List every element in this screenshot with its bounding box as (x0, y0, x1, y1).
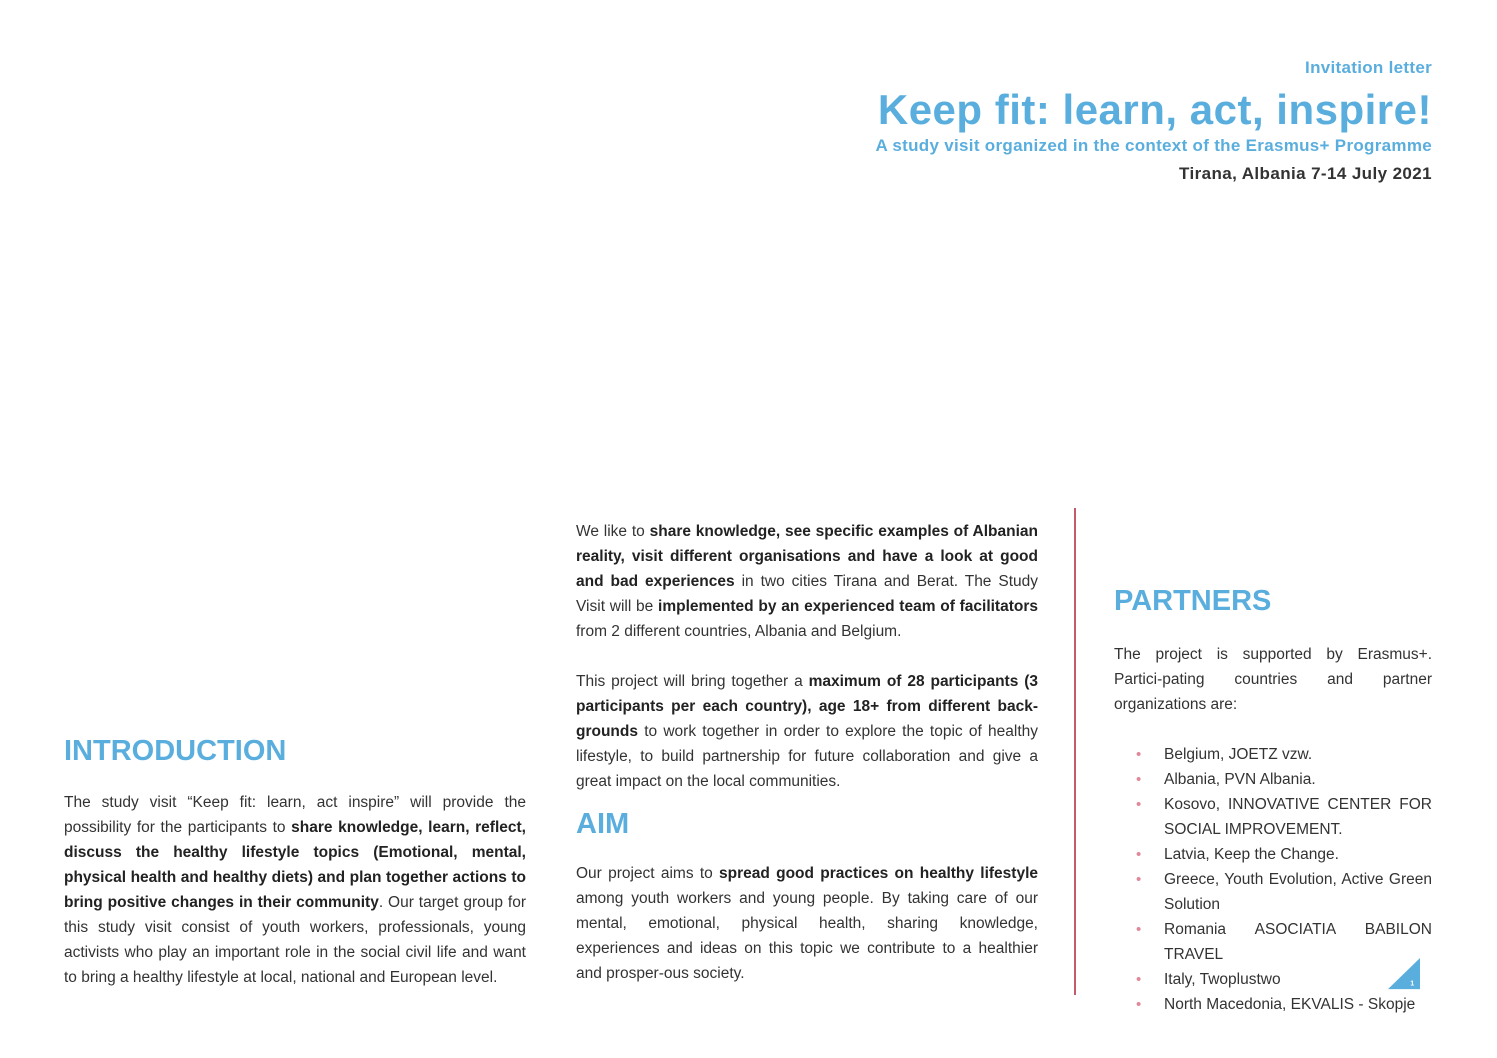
text-run: to work together in order to explore the topic of healthy lifestyle, to build partnership for future collaboration and give a great impact on the local communities. (576, 723, 1038, 790)
list-item: • Latvia, Keep the Change. (1114, 842, 1432, 867)
page-subtitle: A study visit organized in the context of the Erasmus+ Programme (875, 136, 1432, 155)
list-item: • North Macedonia, EKVALIS - Skopje (1114, 992, 1432, 1017)
aim-text (576, 861, 1038, 986)
introduction-section (64, 735, 526, 990)
introduction-heading: INTRODUCTION (64, 735, 287, 767)
list-item: • Kosovo, INNOVATIVE CENTER FOR SOCIAL IMPROVEMENT. (1114, 792, 1432, 842)
text-run-bold: spread good practices on healthy lifestyle (719, 865, 1038, 882)
text-run: among youth workers and young people. By taking care of our mental, emotional, physical health, sharing knowledge, experiences and ideas on this topic we contribute to a healthier and prosper-ous society. (576, 890, 1038, 982)
page-number-corner (1368, 958, 1440, 990)
text-run: from 2 different countries, Albania and Belgium. (576, 623, 902, 640)
list-item: • Belgium, JOETZ vzw. (1114, 742, 1432, 767)
introduction-text (64, 790, 526, 990)
text-run-bold: implemented by an experienced team of facilitators (658, 598, 1038, 615)
list-item: • Greece, Youth Evolution, Active Green Solution (1114, 867, 1432, 917)
partners-intro: The project is supported by Erasmus+. Partici-pating countries and partner organizations are: (1114, 646, 1432, 713)
aim-heading: AIM (576, 808, 630, 840)
partners-section (1114, 585, 1432, 1017)
list-item: • Romania ASOCIATIA BABILON TRAVEL (1114, 917, 1432, 967)
column-divider (1074, 508, 1076, 995)
text-run-bold: maximum of 28 participants (3 participants per each country), age 18+ from different back-grounds (576, 673, 1038, 740)
text-run: Our project aims to (576, 865, 720, 882)
corner-triangle (1388, 958, 1420, 989)
middle-column (576, 519, 1038, 986)
text-run: . Our target group for this study visit consist of youth workers, professionals, young activists who play an important role in the social civil life and want to bring a healthy lifestyle at local, national and European level. (64, 894, 526, 986)
text-run: The study visit “Keep fit: learn, act inspire” will provide the possibility for the participants to (64, 794, 526, 836)
list-item: • Italy, Twoplustwo (1114, 967, 1432, 992)
list-item: • Albania, PVN Albania. (1114, 767, 1432, 792)
partners-heading: PARTNERS (1114, 585, 1272, 617)
text-run: in two cities Tirana and Berat. The Study Visit will be (576, 573, 1039, 615)
document-type-label: Invitation letter (1305, 58, 1432, 77)
participants-paragraph (576, 669, 1038, 794)
text-run: This project will bring together a (576, 673, 809, 690)
location-date: Tirana, Albania 7-14 July 2021 (1179, 164, 1432, 183)
text-run-bold: share knowledge, learn, reflect, discuss the healthy lifestyle topics (Emotional, mental, physical health and healthy diets) and plan together actions to bring positive changes in their community (64, 819, 526, 911)
text-run: We like to (576, 523, 650, 540)
page-number: 1 (1410, 979, 1415, 988)
page-title: Keep fit: learn, act, inspire! (877, 86, 1432, 133)
text-run-bold: share knowledge, see specific examples of Albanian reality, visit different organisations and have a look at good and bad experiences (576, 523, 1039, 590)
knowledge-paragraph (576, 519, 1038, 644)
header (632, 58, 1432, 184)
